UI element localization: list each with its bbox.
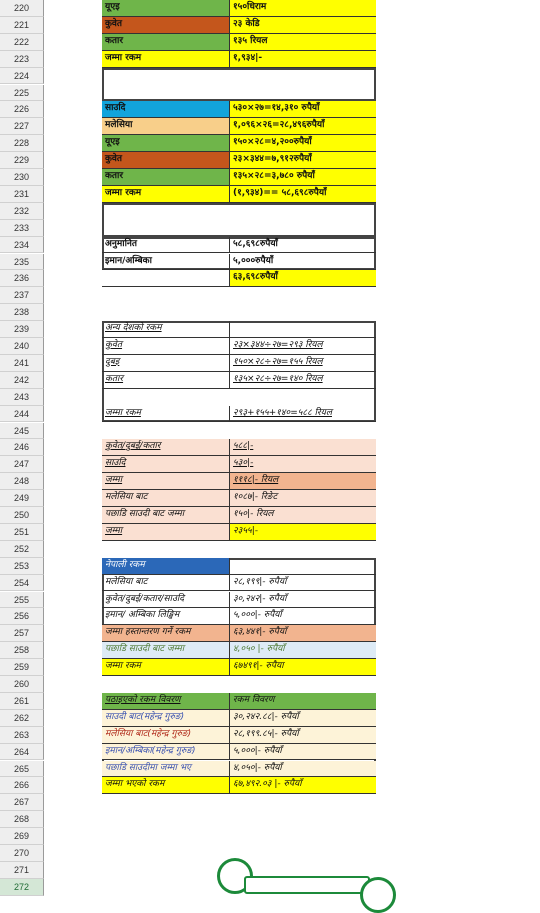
row-header-260[interactable]: 260 [0,676,44,693]
empty-box-2 [102,203,376,237]
sec2-label-2[interactable]: यूएइ [102,135,230,152]
row-header-267[interactable]: 267 [0,794,44,811]
sec5-value-1[interactable]: ५३०|- [230,456,376,473]
sec2-value-1[interactable]: १,०९६×२६=२८,४९६रुपैयाँ [230,118,376,135]
sec2-value-4[interactable]: १३५×२८=३,७८० रुपैयाँ [230,169,376,186]
row-header-229[interactable]: 229 [0,152,44,169]
sec5-value-0[interactable]: ५८८|- [230,439,376,456]
sec7-value-2[interactable]: २८,१९९.८५|- रुपैयाँ [230,727,376,744]
sec4-value-4[interactable]: २९३+१५५+१४०=५८८ रियल [230,406,376,423]
sec4-label-0[interactable]: अन्य देशको रकम [102,321,230,338]
sec5-label-3[interactable]: मलेसिया बाट [102,490,230,507]
row-header-230[interactable]: 230 [0,169,44,186]
sec7-label-0[interactable]: पठाइएको रकम विवरण [102,693,230,710]
row-header-225[interactable]: 225 [0,85,44,102]
sec3-label-0[interactable]: अनुमानित [102,237,230,254]
row-header-257[interactable]: 257 [0,625,44,642]
sec5-label-5[interactable]: जम्मा [102,524,230,541]
sec7-value-1[interactable]: ३०,२४२.८८|- रुपैयाँ [230,710,376,727]
row-header-235[interactable]: 235 [0,254,44,271]
row-header-266[interactable]: 266 [0,777,44,794]
sec6-value-6[interactable]: ६७४९१|- रुपैया [230,659,376,676]
row-header-248[interactable]: 248 [0,473,44,490]
sec4-label-1[interactable]: कुवेत [102,338,230,355]
sec4-label-3[interactable]: कतार [102,372,230,389]
sec2-label-1[interactable]: मलेसिया [102,118,230,135]
sec3-label-2[interactable] [102,270,230,287]
row-header-222[interactable]: 222 [0,34,44,51]
row-header-246[interactable]: 246 [0,439,44,456]
sec6-label-1[interactable]: मलेसिया बाट [102,575,230,592]
sec7-value-5[interactable]: ६७,४९२.०३ |- रुपैयाँ [230,777,376,794]
sec1-label-3[interactable]: जम्मा रकम [102,51,230,68]
row-header-220[interactable]: 220 [0,0,44,17]
sec5-value-5[interactable]: २३५५|- [230,524,376,541]
row-header-228[interactable]: 228 [0,135,44,152]
sec6-value-0[interactable] [230,558,376,575]
sec1-value-3[interactable]: १,९३४|- [230,51,376,68]
sec4-label-4[interactable]: जम्मा रकम [102,406,230,423]
row-header-261[interactable]: 261 [0,693,44,710]
row-header-259[interactable]: 259 [0,659,44,676]
row-header-252[interactable]: 252 [0,541,44,558]
row-header-239[interactable]: 239 [0,321,44,338]
sec1-label-0[interactable]: यूएइ [102,0,230,17]
sec6-label-4[interactable]: जम्मा हस्तान्तरण गर्ने रकम [102,625,230,642]
row-header-238[interactable]: 238 [0,304,44,321]
sec7-label-2[interactable]: मलेसिया बाट(महेन्द्र गुरुङ) [102,727,230,744]
sec5-label-1[interactable]: साउदि [102,456,230,473]
drawing-shape-circle-right[interactable] [360,877,396,913]
sec2-value-2[interactable]: १५०×२८=४,२००रुपैयाँ [230,135,376,152]
row-header-256[interactable]: 256 [0,608,44,625]
sec7-label-5[interactable]: जम्मा भएको रकम [102,777,230,794]
row-header-231[interactable]: 231 [0,186,44,203]
sec4-label-2[interactable]: दुबइ [102,355,230,372]
sec5-value-2[interactable]: १११८|- रियल [230,473,376,490]
sec6-label-0[interactable]: नेपाली रकम [102,558,230,575]
sec6-value-5[interactable]: ४,०५० |- रुपैयाँ [230,642,376,659]
sec2-value-3[interactable]: २३×३४४=७,९१२रुपैयाँ [230,152,376,169]
row-header-236[interactable]: 236 [0,270,44,287]
sec7-value-3[interactable]: ५,०००|- रुपैयाँ [230,744,376,761]
row-header-227[interactable]: 227 [0,118,44,135]
sec5-value-4[interactable]: १५०|- रियल [230,507,376,524]
sec6-value-3[interactable]: ५,०००|- रुपैयाँ [230,608,376,625]
sec7-label-1[interactable]: साउदी बाट(महेन्द्र गुरुङ) [102,710,230,727]
row-header-241[interactable]: 241 [0,355,44,372]
sec2-label-0[interactable]: साउदि [102,101,230,118]
row-header-254[interactable]: 254 [0,575,44,592]
sec6-value-2[interactable]: ३०,२४२|- रुपैयाँ [230,592,376,609]
row-header-223[interactable]: 223 [0,51,44,68]
sec6-label-2[interactable]: कुवेत/दुबई/कतार/साउदि [102,592,230,609]
row-header-262[interactable]: 262 [0,710,44,727]
row-header-264[interactable]: 264 [0,744,44,761]
sec3-label-1[interactable]: इमान/अम्बिका [102,254,230,271]
sec2-value-0[interactable]: ५३०×२७=१४,३१० रुपैयाँ [230,101,376,118]
sec3-value-0[interactable]: ५८,६९८रुपैयाँ [230,237,376,254]
sec7-label-3[interactable]: इमान/अम्बिका(महेन्द्र गुरुङ) [102,744,230,761]
sec1-label-1[interactable]: कुवेत [102,17,230,34]
row-header-244[interactable]: 244 [0,406,44,423]
drawing-shape-bar[interactable] [244,876,370,894]
row-header-270[interactable]: 270 [0,845,44,862]
sec6-label-5[interactable]: पछाडि साउदी बाट जम्मा [102,642,230,659]
row-header-237[interactable]: 237 [0,287,44,304]
sec2-label-4[interactable]: कतार [102,169,230,186]
empty-box-1 [102,68,376,102]
sec6-value-4[interactable]: ६३,४४१|- रुपैयाँ [230,625,376,642]
row-header-232[interactable]: 232 [0,203,44,220]
row-header-234[interactable]: 234 [0,237,44,254]
row-header-242[interactable]: 242 [0,372,44,389]
sec7-value-0[interactable]: रकम विवरण [230,693,376,710]
row-header-268[interactable]: 268 [0,811,44,828]
row-header-249[interactable]: 249 [0,490,44,507]
row-header-224[interactable]: 224 [0,68,44,85]
sec4-value-3[interactable]: १३५×२८÷२७=१४० रियल [230,372,376,389]
sec4-value-1[interactable]: २३×३४४÷२७=२९३ रियल [230,338,376,355]
sec1-value-2[interactable]: १३५ रियल [230,34,376,51]
row-header-243[interactable]: 243 [0,389,44,406]
sec2-value-5[interactable]: (१,९३४)== ५८,६९८रुपैयाँ [230,186,376,203]
sec1-value-0[interactable]: १५०धिराम [230,0,376,17]
sec3-value-1[interactable]: ५,०००रुपैयाँ [230,254,376,271]
row-header-258[interactable]: 258 [0,642,44,659]
sec7-value-4[interactable]: ४,०५०|- रुपैयाँ [230,761,376,778]
row-header-272[interactable]: 272 [0,879,44,896]
row-header-263[interactable]: 263 [0,727,44,744]
row-header-250[interactable]: 250 [0,507,44,524]
sec3-value-2[interactable]: ६३,६९८रुपैयाँ [230,270,376,287]
sec5-label-4[interactable]: पछाडि साउदी बाट जम्मा [102,507,230,524]
row-header-221[interactable]: 221 [0,17,44,34]
row-header-226[interactable]: 226 [0,101,44,118]
sec4-value-2[interactable]: १५०×२८÷२७=१५५ रियल [230,355,376,372]
sec4-value-0[interactable] [230,321,376,338]
sec5-label-0[interactable]: कुवेत/दुबई/कतार [102,439,230,456]
row-header-245[interactable]: 245 [0,423,44,440]
sec1-value-1[interactable]: २३ केडि [230,17,376,34]
sec5-label-2[interactable]: जम्मा [102,473,230,490]
sec6-label-6[interactable]: जम्मा रकम [102,659,230,676]
row-header-269[interactable]: 269 [0,828,44,845]
row-header-247[interactable]: 247 [0,456,44,473]
row-header-253[interactable]: 253 [0,558,44,575]
row-header-265[interactable]: 265 [0,761,44,778]
row-header-233[interactable]: 233 [0,220,44,237]
row-header-271[interactable]: 271 [0,862,44,879]
sec1-label-2[interactable]: कतार [102,34,230,51]
sec5-value-3[interactable]: १०८७|- रिङेट [230,490,376,507]
sec7-label-4[interactable]: पछाडि साउदीमा जम्मा भए [102,761,230,778]
sec6-label-3[interactable]: इमान/ अम्बिका लिङ्खिम [102,608,230,625]
row-header-255[interactable]: 255 [0,592,44,609]
sec2-label-5[interactable]: जम्मा रकम [102,186,230,203]
sec2-label-3[interactable]: कुवेत [102,152,230,169]
row-header-240[interactable]: 240 [0,338,44,355]
row-header-251[interactable]: 251 [0,524,44,541]
sec6-value-1[interactable]: २८,१९९|- रुपैयाँ [230,575,376,592]
